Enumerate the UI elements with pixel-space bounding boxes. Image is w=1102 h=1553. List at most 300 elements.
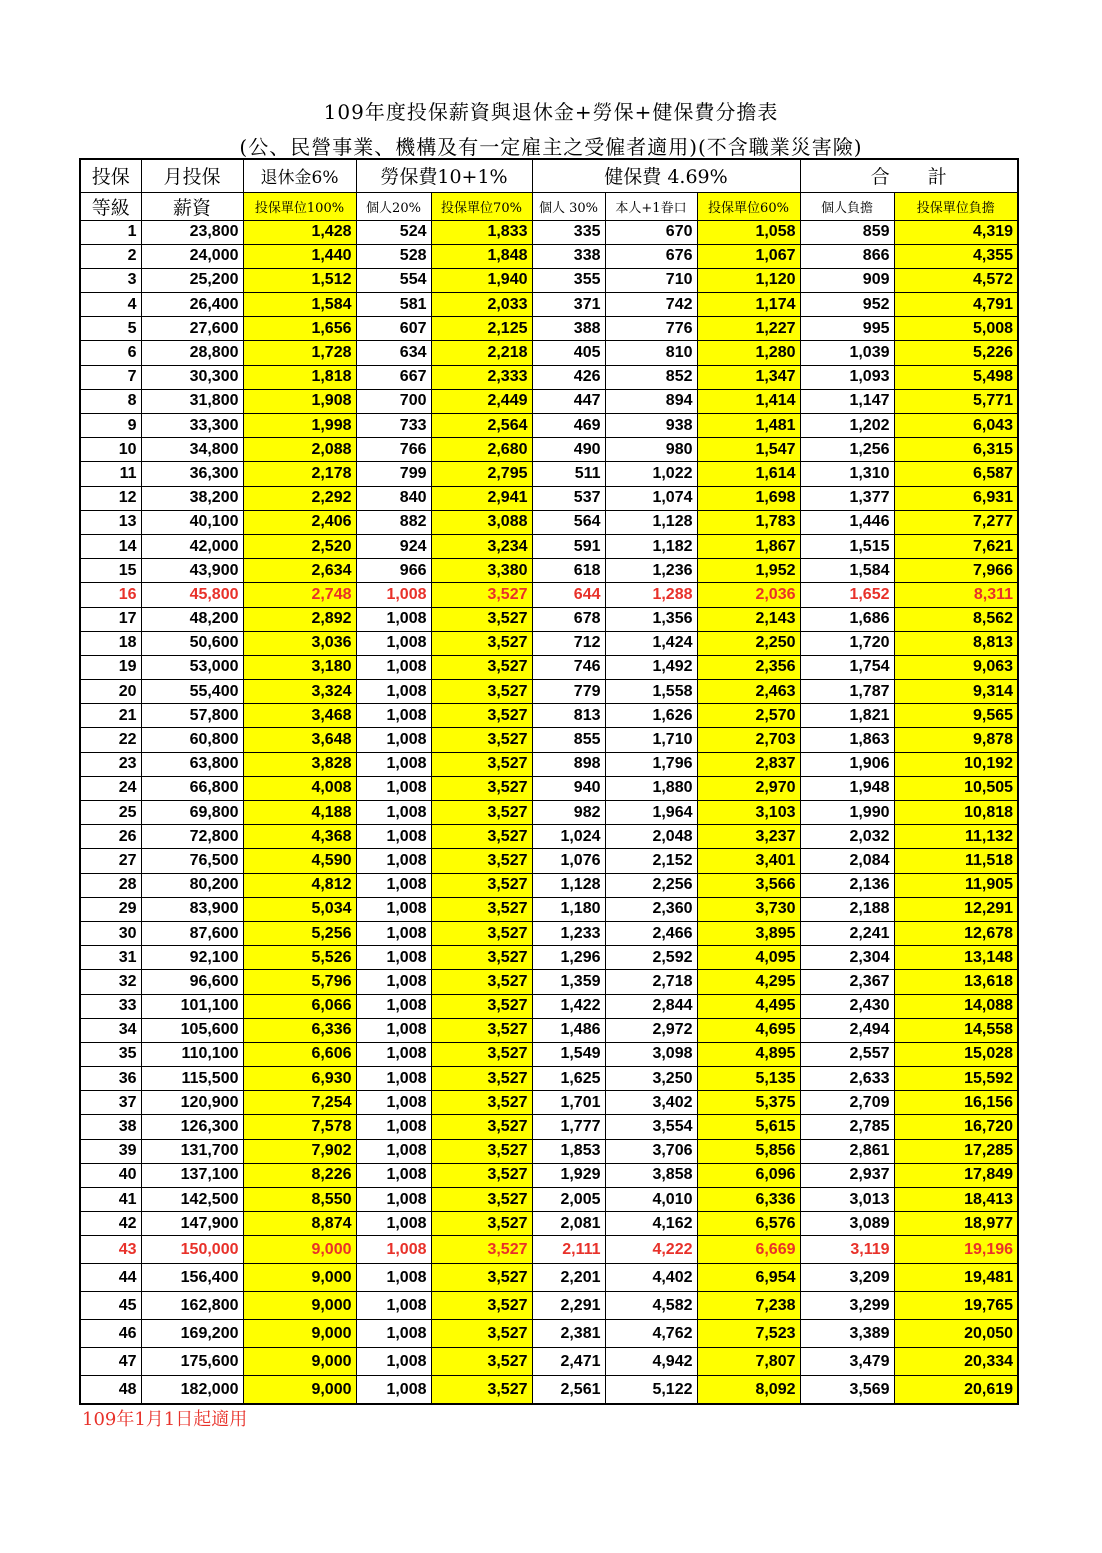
grade-cell: 36	[80, 1067, 141, 1091]
grade-cell: 41	[80, 1188, 141, 1212]
health-with-dependent-cell: 2,048	[605, 825, 697, 849]
total-employer-cell: 11,132	[894, 825, 1018, 849]
total-employer-cell: 19,196	[894, 1236, 1018, 1264]
health-employer-cell: 2,143	[697, 607, 800, 631]
table-row	[80, 1292, 1018, 1320]
labor-employee-cell: 1,008	[356, 1348, 431, 1376]
health-insurance-header: 健保費 4.69%	[532, 159, 800, 192]
grade-cell: 24	[80, 776, 141, 800]
health-employer-cell: 1,614	[697, 462, 800, 486]
labor-employee-cell: 840	[356, 486, 431, 510]
health-with-dependent-cell: 1,796	[605, 752, 697, 776]
total-employee-cell: 3,569	[800, 1376, 894, 1404]
total-employer-cell: 7,966	[894, 559, 1018, 583]
labor-employee-cell: 1,008	[356, 1376, 431, 1404]
total-employee-cell: 3,299	[800, 1292, 894, 1320]
health-with-dependent-cell: 1,880	[605, 776, 697, 800]
total-employee-cell: 2,557	[800, 1042, 894, 1066]
labor-employer-cell: 3,527	[431, 1091, 532, 1115]
table-row	[80, 776, 1018, 800]
table-row	[80, 583, 1018, 607]
grade-cell: 22	[80, 728, 141, 752]
health-employer-cell: 4,895	[697, 1042, 800, 1066]
total-employee-cell: 1,652	[800, 583, 894, 607]
labor-employer-cell: 1,940	[431, 268, 532, 292]
health-employee-cell: 1,422	[532, 994, 605, 1018]
labor-employee-cell: 1,008	[356, 1091, 431, 1115]
health-employee-cell: 813	[532, 704, 605, 728]
total-employer-cell: 4,572	[894, 268, 1018, 292]
table-row	[80, 825, 1018, 849]
insured-salary-cell: 55,400	[141, 680, 243, 704]
total-employee-cell: 3,013	[800, 1188, 894, 1212]
labor-employee-cell: 1,008	[356, 1067, 431, 1091]
insured-salary-cell: 27,600	[141, 317, 243, 341]
labor-employee-cell: 1,008	[356, 704, 431, 728]
grade-cell: 4	[80, 293, 141, 317]
pension-employer-cell: 1,998	[243, 414, 356, 438]
health-employer-cell: 3,895	[697, 921, 800, 945]
grade-cell: 26	[80, 825, 141, 849]
labor-employer-cell: 2,218	[431, 341, 532, 365]
table-row	[80, 462, 1018, 486]
table-row	[80, 1320, 1018, 1348]
health-with-dependent-cell: 5,122	[605, 1376, 697, 1404]
total-employer-cell: 15,592	[894, 1067, 1018, 1091]
total-employee-cell: 2,494	[800, 1018, 894, 1042]
health-with-dependent-cell: 4,222	[605, 1236, 697, 1264]
labor-employee-cell: 1,008	[356, 825, 431, 849]
total-employer-cell: 9,314	[894, 680, 1018, 704]
total-employer-cell: 20,619	[894, 1376, 1018, 1404]
pension-employer-cell: 2,634	[243, 559, 356, 583]
grade-cell: 5	[80, 317, 141, 341]
labor-employer-cell: 3,527	[431, 1376, 532, 1404]
table-row	[80, 293, 1018, 317]
insured-salary-cell: 45,800	[141, 583, 243, 607]
labor-employer-cell: 3,527	[431, 1139, 532, 1163]
health-employer-cell: 2,970	[697, 776, 800, 800]
grade-cell: 13	[80, 510, 141, 534]
total-employer-cell: 14,088	[894, 994, 1018, 1018]
health-with-dependent-cell: 3,250	[605, 1067, 697, 1091]
pension-employer-cell: 2,748	[243, 583, 356, 607]
table-row	[80, 365, 1018, 389]
table-body	[80, 220, 1018, 1404]
table-row	[80, 1163, 1018, 1187]
health-employee-cell: 426	[532, 365, 605, 389]
premium-share-table	[79, 158, 1019, 1405]
insured-salary-cell: 33,300	[141, 414, 243, 438]
table-row	[80, 317, 1018, 341]
table-row	[80, 1348, 1018, 1376]
total-employer-cell: 19,765	[894, 1292, 1018, 1320]
health-with-dependent-cell: 1,558	[605, 680, 697, 704]
table-row	[80, 801, 1018, 825]
insured-salary-cell: 63,800	[141, 752, 243, 776]
pension-employer-cell: 2,892	[243, 607, 356, 631]
grade-cell: 15	[80, 559, 141, 583]
health-employer-cell: 1,120	[697, 268, 800, 292]
health-dependent-header: 本人+1眷口	[605, 192, 697, 220]
table-row	[80, 1236, 1018, 1264]
total-employer-cell: 17,285	[894, 1139, 1018, 1163]
total-employer-cell: 10,818	[894, 801, 1018, 825]
total-header: 合 計	[800, 159, 1018, 192]
total-employee-cell: 995	[800, 317, 894, 341]
labor-employee-cell: 1,008	[356, 680, 431, 704]
health-with-dependent-cell: 1,022	[605, 462, 697, 486]
labor-employer-cell: 3,527	[431, 1188, 532, 1212]
total-employer-cell: 7,621	[894, 534, 1018, 558]
table-row	[80, 897, 1018, 921]
insured-salary-cell: 80,200	[141, 873, 243, 897]
health-employer-cell: 1,481	[697, 414, 800, 438]
labor-employee-cell: 1,008	[356, 849, 431, 873]
grade-cell: 8	[80, 389, 141, 413]
table-row	[80, 268, 1018, 292]
total-employer-cell: 5,008	[894, 317, 1018, 341]
labor-employee-cell: 700	[356, 389, 431, 413]
health-employer-cell: 1,067	[697, 244, 800, 268]
pension-employer-cell: 7,578	[243, 1115, 356, 1139]
grade-cell: 17	[80, 607, 141, 631]
labor-employer-cell: 2,680	[431, 438, 532, 462]
total-employer-cell: 16,720	[894, 1115, 1018, 1139]
total-employee-cell: 3,089	[800, 1212, 894, 1236]
pension-employer-cell: 5,796	[243, 970, 356, 994]
insured-salary-cell: 69,800	[141, 801, 243, 825]
health-with-dependent-cell: 3,858	[605, 1163, 697, 1187]
total-employer-cell: 8,813	[894, 631, 1018, 655]
grade-cell: 31	[80, 946, 141, 970]
grade-cell: 25	[80, 801, 141, 825]
health-with-dependent-cell: 4,942	[605, 1348, 697, 1376]
total-employee-cell: 1,446	[800, 510, 894, 534]
health-employee-cell: 1,359	[532, 970, 605, 994]
labor-employer-cell: 3,527	[431, 1292, 532, 1320]
table-row	[80, 414, 1018, 438]
health-employee-cell: 1,076	[532, 849, 605, 873]
insured-salary-cell: 105,600	[141, 1018, 243, 1042]
total-employee-cell: 2,633	[800, 1067, 894, 1091]
grade-cell: 18	[80, 631, 141, 655]
health-employer-cell: 3,237	[697, 825, 800, 849]
health-employer-cell: 1,227	[697, 317, 800, 341]
total-employer-cell: 20,334	[894, 1348, 1018, 1376]
health-with-dependent-cell: 1,182	[605, 534, 697, 558]
table-row	[80, 631, 1018, 655]
health-with-dependent-cell: 1,626	[605, 704, 697, 728]
labor-employer-cell: 2,125	[431, 317, 532, 341]
grade-cell: 27	[80, 849, 141, 873]
insured-salary-cell: 96,600	[141, 970, 243, 994]
insured-salary-cell: 24,000	[141, 244, 243, 268]
pension-employer-cell: 2,406	[243, 510, 356, 534]
health-employer-cell: 1,867	[697, 534, 800, 558]
total-employer-cell: 18,977	[894, 1212, 1018, 1236]
labor-employer-cell: 3,527	[431, 1212, 532, 1236]
health-employer-cell: 2,570	[697, 704, 800, 728]
pension-employer-cell: 8,874	[243, 1212, 356, 1236]
table-row	[80, 438, 1018, 462]
health-employer-cell: 7,523	[697, 1320, 800, 1348]
labor-employee-cell: 882	[356, 510, 431, 534]
labor-employee-cell: 1,008	[356, 994, 431, 1018]
total-employee-cell: 859	[800, 220, 894, 244]
health-employer-cell: 2,837	[697, 752, 800, 776]
insured-salary-cell: 57,800	[141, 704, 243, 728]
labor-employer-cell: 2,449	[431, 389, 532, 413]
table-row	[80, 607, 1018, 631]
pension-employer-cell: 1,428	[243, 220, 356, 244]
pension-employer-cell: 9,000	[243, 1264, 356, 1292]
total-employee-cell: 1,310	[800, 462, 894, 486]
health-employee-cell: 712	[532, 631, 605, 655]
insured-salary-cell: 169,200	[141, 1320, 243, 1348]
health-with-dependent-cell: 3,098	[605, 1042, 697, 1066]
health-employee-cell: 537	[532, 486, 605, 510]
insured-salary-cell: 76,500	[141, 849, 243, 873]
grade-cell: 35	[80, 1042, 141, 1066]
pension-employer-cell: 2,520	[243, 534, 356, 558]
grade-cell: 42	[80, 1212, 141, 1236]
health-employee-cell: 1,777	[532, 1115, 605, 1139]
health-employee-cell: 1,296	[532, 946, 605, 970]
health-employer-cell: 6,336	[697, 1188, 800, 1212]
total-employee-cell: 1,039	[800, 341, 894, 365]
total-employer-cell: 13,148	[894, 946, 1018, 970]
health-employer-cell: 4,295	[697, 970, 800, 994]
pension-employer-cell: 6,066	[243, 994, 356, 1018]
insured-salary-cell: 131,700	[141, 1139, 243, 1163]
labor-employee-cell: 1,008	[356, 970, 431, 994]
header-row-top	[80, 159, 1018, 192]
table-row	[80, 728, 1018, 752]
labor-employee-cell: 766	[356, 438, 431, 462]
insured-salary-cell: 137,100	[141, 1163, 243, 1187]
health-employee-cell: 1,233	[532, 921, 605, 945]
total-employee-cell: 1,093	[800, 365, 894, 389]
health-employee-cell: 371	[532, 293, 605, 317]
total-employee-cell: 1,147	[800, 389, 894, 413]
table-row	[80, 220, 1018, 244]
pension-employer-cell: 9,000	[243, 1376, 356, 1404]
pension-employer-cell: 9,000	[243, 1348, 356, 1376]
grade-cell: 32	[80, 970, 141, 994]
health-with-dependent-cell: 2,592	[605, 946, 697, 970]
pension-employer-cell: 1,728	[243, 341, 356, 365]
pension-employer-cell: 6,930	[243, 1067, 356, 1091]
total-employee-cell: 2,785	[800, 1115, 894, 1139]
pension-employer-cell: 3,036	[243, 631, 356, 655]
table-row	[80, 873, 1018, 897]
labor-employer-cell: 3,527	[431, 897, 532, 921]
total-employee-cell: 1,256	[800, 438, 894, 462]
document-subtitle: (公、民營事業、機構及有一定雇主之受僱者適用)(不含職業災害險)	[239, 135, 863, 159]
health-with-dependent-cell: 4,582	[605, 1292, 697, 1320]
labor-employee-cell: 1,008	[356, 897, 431, 921]
total-employer-cell: 4,791	[894, 293, 1018, 317]
total-employee-cell: 1,202	[800, 414, 894, 438]
labor-employer-cell: 2,333	[431, 365, 532, 389]
grade-cell: 33	[80, 994, 141, 1018]
health-employer-cell: 6,954	[697, 1264, 800, 1292]
insured-salary-cell: 126,300	[141, 1115, 243, 1139]
insured-salary-cell: 25,200	[141, 268, 243, 292]
total-employer-cell: 19,481	[894, 1264, 1018, 1292]
insured-salary-cell: 175,600	[141, 1348, 243, 1376]
table-row	[80, 655, 1018, 679]
health-employee-cell: 1,929	[532, 1163, 605, 1187]
health-employee-header: 個人 30%	[532, 192, 605, 220]
health-with-dependent-cell: 710	[605, 268, 697, 292]
insured-salary-cell: 60,800	[141, 728, 243, 752]
total-employee-cell: 2,188	[800, 897, 894, 921]
total-employee-cell: 1,584	[800, 559, 894, 583]
health-employee-cell: 746	[532, 655, 605, 679]
insured-salary-cell: 162,800	[141, 1292, 243, 1320]
health-employer-cell: 3,730	[697, 897, 800, 921]
labor-employee-cell: 1,008	[356, 655, 431, 679]
health-employee-cell: 388	[532, 317, 605, 341]
table-row	[80, 1067, 1018, 1091]
insured-salary-cell: 36,300	[141, 462, 243, 486]
insured-salary-cell: 40,100	[141, 510, 243, 534]
table-row	[80, 559, 1018, 583]
grade-cell: 1	[80, 220, 141, 244]
labor-employee-cell: 1,008	[356, 1139, 431, 1163]
pension-employer-cell: 3,828	[243, 752, 356, 776]
health-employee-cell: 2,081	[532, 1212, 605, 1236]
table-row	[80, 1376, 1018, 1404]
table-row	[80, 244, 1018, 268]
health-employee-cell: 1,180	[532, 897, 605, 921]
table-row	[80, 1018, 1018, 1042]
health-employee-cell: 2,005	[532, 1188, 605, 1212]
pension-employer-cell: 5,256	[243, 921, 356, 945]
labor-employee-header: 個人20%	[356, 192, 431, 220]
total-employee-cell: 2,937	[800, 1163, 894, 1187]
insured-salary-cell: 101,100	[141, 994, 243, 1018]
pension-employer-cell: 4,812	[243, 873, 356, 897]
grade-cell: 29	[80, 897, 141, 921]
total-employee-cell: 1,948	[800, 776, 894, 800]
grade-cell: 40	[80, 1163, 141, 1187]
total-employee-cell: 2,304	[800, 946, 894, 970]
insured-salary-cell: 182,000	[141, 1376, 243, 1404]
total-employee-cell: 909	[800, 268, 894, 292]
grade-cell: 7	[80, 365, 141, 389]
pension-employer-cell: 2,178	[243, 462, 356, 486]
health-employee-cell: 1,853	[532, 1139, 605, 1163]
health-with-dependent-cell: 1,236	[605, 559, 697, 583]
labor-employer-cell: 3,527	[431, 631, 532, 655]
table-row	[80, 1091, 1018, 1115]
total-employer-cell: 12,678	[894, 921, 1018, 945]
pension-employer-cell: 4,188	[243, 801, 356, 825]
grade-cell: 2	[80, 244, 141, 268]
total-employer-cell: 16,156	[894, 1091, 1018, 1115]
total-employer-cell: 7,277	[894, 510, 1018, 534]
health-employee-cell: 1,486	[532, 1018, 605, 1042]
health-with-dependent-cell: 1,710	[605, 728, 697, 752]
health-employer-cell: 5,615	[697, 1115, 800, 1139]
health-with-dependent-cell: 1,356	[605, 607, 697, 631]
labor-employee-cell: 634	[356, 341, 431, 365]
pension-employer-cell: 9,000	[243, 1320, 356, 1348]
labor-employee-cell: 581	[356, 293, 431, 317]
labor-employer-cell: 3,527	[431, 921, 532, 945]
grade-cell: 37	[80, 1091, 141, 1115]
total-employer-cell: 8,311	[894, 583, 1018, 607]
health-employee-cell: 490	[532, 438, 605, 462]
pension-header: 退休金6%	[243, 159, 356, 192]
labor-insurance-header: 勞保費10+1%	[356, 159, 532, 192]
pension-employer-cell: 1,584	[243, 293, 356, 317]
total-employee-cell: 1,863	[800, 728, 894, 752]
labor-employer-cell: 3,527	[431, 680, 532, 704]
labor-employer-cell: 3,527	[431, 1320, 532, 1348]
total-employer-cell: 20,050	[894, 1320, 1018, 1348]
insured-salary-cell: 38,200	[141, 486, 243, 510]
labor-employee-cell: 524	[356, 220, 431, 244]
grade-cell: 11	[80, 462, 141, 486]
insured-salary-cell: 72,800	[141, 825, 243, 849]
labor-employee-cell: 1,008	[356, 776, 431, 800]
total-employer-cell: 11,905	[894, 873, 1018, 897]
insured-salary-cell: 147,900	[141, 1212, 243, 1236]
health-employer-cell: 4,695	[697, 1018, 800, 1042]
labor-employer-cell: 3,527	[431, 776, 532, 800]
health-with-dependent-cell: 894	[605, 389, 697, 413]
insured-salary-cell: 50,600	[141, 631, 243, 655]
health-employer-cell: 6,669	[697, 1236, 800, 1264]
grade-cell: 47	[80, 1348, 141, 1376]
effective-date-note: 109年1月1日起適用	[82, 1409, 248, 1430]
total-employer-cell: 8,562	[894, 607, 1018, 631]
grade-cell: 44	[80, 1264, 141, 1292]
document-title: 109年度投保薪資與退休金+勞保+健保費分擔表	[323, 100, 779, 124]
labor-employer-cell: 3,527	[431, 704, 532, 728]
table-row	[80, 510, 1018, 534]
labor-employee-cell: 924	[356, 534, 431, 558]
labor-employer-cell: 3,527	[431, 1115, 532, 1139]
labor-employee-cell: 554	[356, 268, 431, 292]
total-employer-cell: 15,028	[894, 1042, 1018, 1066]
health-employer-cell: 6,096	[697, 1163, 800, 1187]
health-employer-cell: 2,356	[697, 655, 800, 679]
health-employee-cell: 644	[532, 583, 605, 607]
insured-salary-cell: 26,400	[141, 293, 243, 317]
insured-salary-cell: 87,600	[141, 921, 243, 945]
grade-cell: 6	[80, 341, 141, 365]
labor-employee-cell: 1,008	[356, 1212, 431, 1236]
health-with-dependent-cell: 2,466	[605, 921, 697, 945]
insured-salary-cell: 53,000	[141, 655, 243, 679]
total-employer-cell: 6,043	[894, 414, 1018, 438]
pension-employer-cell: 5,034	[243, 897, 356, 921]
health-employee-cell: 355	[532, 268, 605, 292]
health-with-dependent-cell: 980	[605, 438, 697, 462]
health-employer-cell: 1,174	[697, 293, 800, 317]
labor-employee-cell: 607	[356, 317, 431, 341]
pension-employer-cell: 3,648	[243, 728, 356, 752]
grade-header-top: 投保	[80, 159, 141, 192]
health-employee-cell: 1,701	[532, 1091, 605, 1115]
labor-employee-cell: 1,008	[356, 607, 431, 631]
insured-salary-cell: 28,800	[141, 341, 243, 365]
